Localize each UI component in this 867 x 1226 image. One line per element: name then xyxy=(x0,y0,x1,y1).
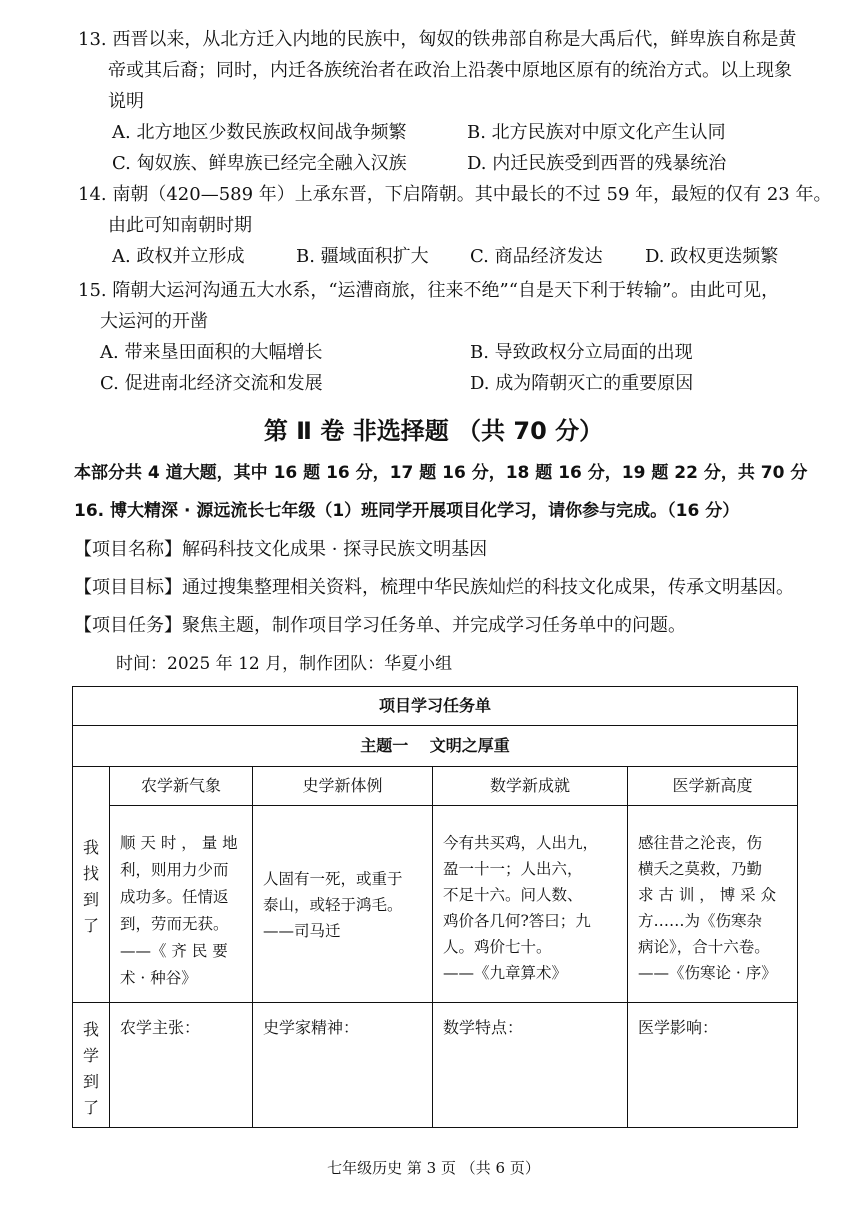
q13-stem-line3: 说明 xyxy=(108,91,144,112)
project-meta: 时间：2025 年 12 月，制作团队：华夏小组 xyxy=(116,654,453,674)
q15-option-d: D. 成为隋朝灭亡的重要原因 xyxy=(470,373,694,394)
col-header-history: 史学新体例 xyxy=(252,766,433,806)
project-goal: 【项目目标】通过搜集整理相关资料，梳理中华民族灿烂的科技文化成果，传承文明基因。 xyxy=(74,577,794,598)
q15-stem-line2: 大运河的开凿 xyxy=(100,311,208,332)
q14-option-b: B. 疆域面积扩大 xyxy=(296,246,429,267)
col-header-medicine: 医学新高度 xyxy=(627,766,798,806)
q14-stem-line1: 14. 南朝（420—589 年）上承东晋，下启隋朝。其中最长的不过 59 年，最短的仅有 23 年。 xyxy=(78,184,832,205)
q13-option-b: B. 北方民族对中原文化产生认同 xyxy=(467,122,726,143)
learned-math[interactable]: 数学特点： xyxy=(432,1002,628,1128)
learned-row-label: 我 学 到 了 xyxy=(72,1002,110,1128)
q15-option-b: B. 导致政权分立局面的出现 xyxy=(470,342,693,363)
found-medicine: 感往昔之沦丧，伤 横夭之莫救，乃勤 求 古 训 ， 博 采 众 方……为《伤寒杂 病论》，合十六卷。 ——《伤寒论 · 序》 xyxy=(627,805,798,1003)
learned-history[interactable]: 史学家精神： xyxy=(252,1002,433,1128)
theme-row: 主题一 文明之厚重 xyxy=(72,725,798,767)
q15-option-c: C. 促进南北经济交流和发展 xyxy=(100,373,323,394)
q16-stem: 16. 博大精深 · 源远流长七年级（1）班同学开展项目化学习，请你参与完成。（16 分） xyxy=(74,501,740,521)
found-math: 今有共买鸡，人出九， 盈一十一；人出六， 不足十六。问人数、 鸡价各几何?答曰；九 人。鸡价七十。 ——《九章算术》 xyxy=(432,805,628,1003)
section-title: 第 Ⅱ 卷 非选择题 （共 70 分） xyxy=(263,417,604,445)
q13-stem-line2: 帝或其后裔；同时，内迁各族统治者在政治上沿袭中原地区原有的统治方式。以上现象 xyxy=(108,60,792,81)
q13-option-a: A. 北方地区少数民族政权间战争频繁 xyxy=(112,122,407,143)
project-task: 【项目任务】聚焦主题，制作项目学习任务单、并完成学习任务单中的问题。 xyxy=(74,615,686,636)
section-description: 本部分共 4 道大题，其中 16 题 16 分，17 题 16 分，18 题 16 分，19 题 22 分，共 70 分 xyxy=(74,463,808,483)
project-name: 【项目名称】解码科技文化成果 · 探寻民族文明基因 xyxy=(74,539,488,560)
learned-medicine[interactable]: 医学影响： xyxy=(627,1002,798,1128)
col-header-math: 数学新成就 xyxy=(432,766,628,806)
page-footer: 七年级历史 第 3 页 （共 6 页） xyxy=(327,1159,540,1177)
q13-option-d: D. 内迁民族受到西晋的残暴统治 xyxy=(467,153,727,174)
task-sheet-title: 项目学习任务单 xyxy=(72,686,798,726)
q14-stem-line2: 由此可知南朝时期 xyxy=(108,215,252,236)
col-header-agriculture: 农学新气象 xyxy=(109,766,253,806)
found-row-label: 我 找 到 了 xyxy=(72,805,110,1003)
learned-agriculture[interactable]: 农学主张： xyxy=(109,1002,253,1128)
q14-option-a: A. 政权并立形成 xyxy=(112,246,245,267)
q15-option-a: A. 带来垦田面积的大幅增长 xyxy=(100,342,323,363)
found-history: 人固有一死，或重于 泰山，或轻于鸿毛。 ——司马迁 xyxy=(252,805,433,1003)
q13-stem-line1: 13. 西晋以来，从北方迁入内地的民族中，匈奴的铁弗部自称是大禹后代，鲜卑族自称是黄 xyxy=(78,29,797,50)
q14-option-d: D. 政权更迭频繁 xyxy=(645,246,779,267)
q15-stem-line1: 15. 隋朝大运河沟通五大水系，“运漕商旅，往来不绝”“自是天下利于转输”。由此可见， xyxy=(78,280,780,301)
q13-option-c: C. 匈奴族、鲜卑族已经完全融入汉族 xyxy=(112,153,407,174)
found-agriculture: 顺 天 时 ， 量 地 利，则用力少而 成功多。任情返 到，劳而无获。 ——《 齐 民 要 术 · 种谷》 xyxy=(109,805,253,1003)
q14-option-c: C. 商品经济发达 xyxy=(470,246,603,267)
